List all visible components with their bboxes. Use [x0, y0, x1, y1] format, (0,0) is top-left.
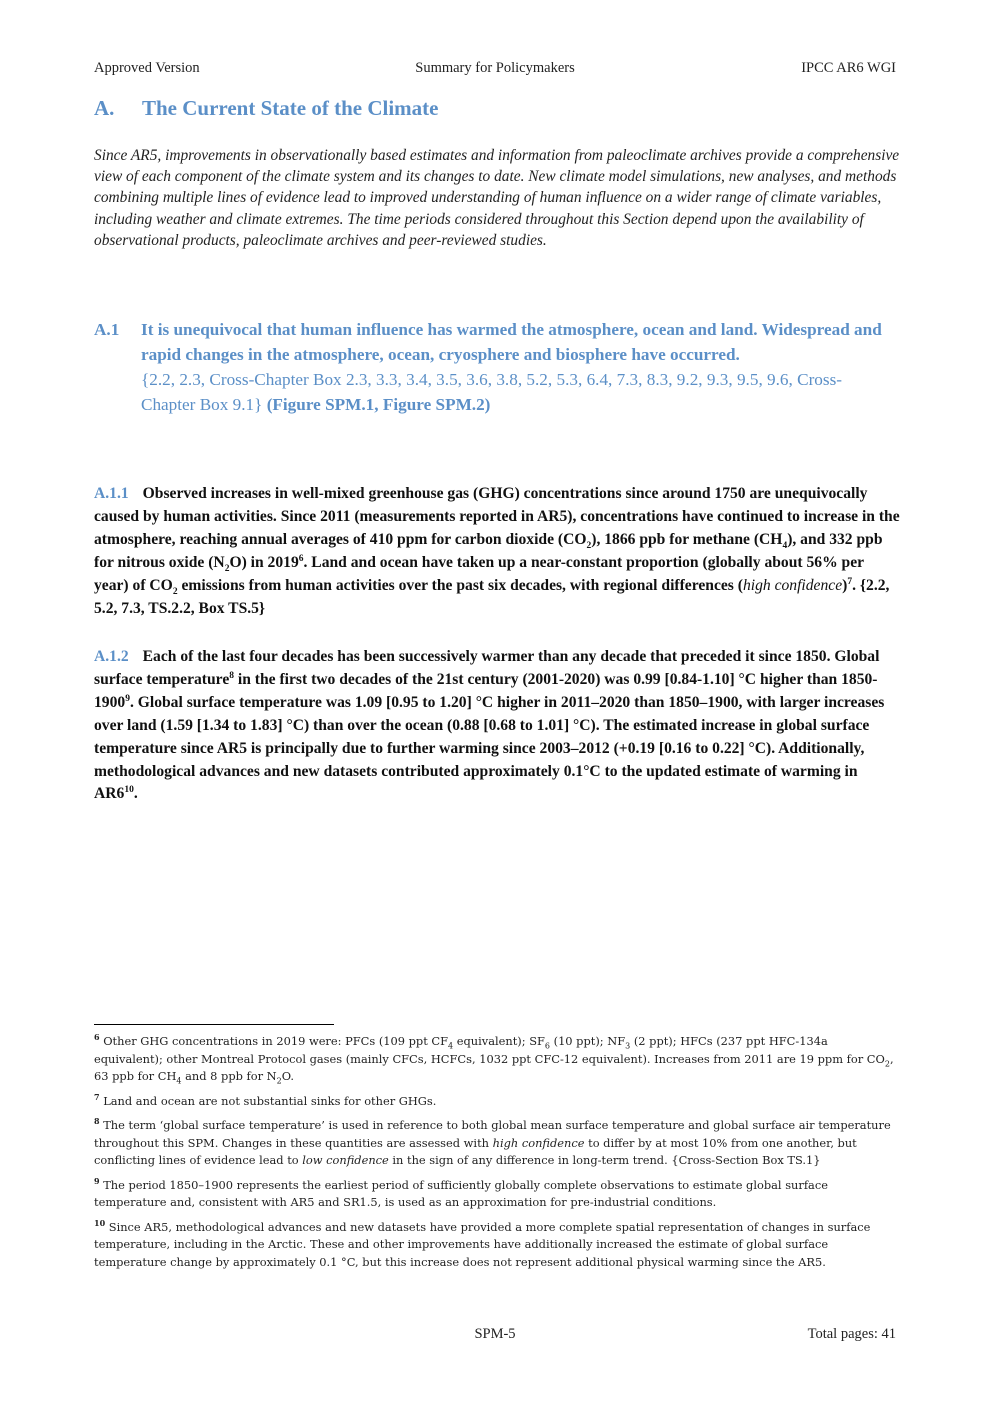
- headline-number: A.1: [94, 320, 120, 339]
- headline-statement-a1: [94, 317, 894, 417]
- paragraph-a1-1: A.1.1 Observed increases in well-mixed greenhouse gas (GHG) concentrations since around 1750 are unequivocally caused by human activities. Since 2011 (measurements reported in AR5), concentrations have continued to increase in the atmosphere, reaching annual averages of 410 ppm for carbon dioxide $(CO_2)$, 1866 ppb for methane $(CH_4)$, and 332 ppb for nitrous oxide $(N_2O)$ in 2019$^6$. Land and ocean have taken up a near-constant proportion (globally about 56% per year) of $CO_2$ emissions from human activities over the past six decades, with regional differences (high confidence)$^7$. {2.2, 5.2, 7.3, TS.2.2, Box TS.5}: [94, 485, 900, 617]
- footnote-8: $^8$ The term ‘global surface temperature’ is used in reference to both global mean surface temperature and global surface air temperature throughout this SPM. Changes in these quantities are assessed with high confidence to differ by at most 10% from one another, but conflicting lines of evidence lead to low confidence in the sign of any difference in long-term trend. {Cross-Section Box TS.1}: [94, 1116, 891, 1167]
- footnote-ref: 6: [298, 553, 304, 564]
- footnote-ref: 10: [124, 785, 134, 796]
- paragraph-number: A.1.1: [94, 485, 129, 502]
- footnote-6: $^6$ Other GHG concentrations in 2019 were: PFCs (109 ppt $CF_4$ equivalent); $SF_6$ (10 ppt); $NF_3$ (2 ppt); HFCs (237 ppt HFC-134a equivalent); other Montreal Protocol gases (mainly CFCs, HCFCs, 1032 ppt CFC-12 equivalent). Increases from 2011 are 19 ppm for $CO_2$, 63 ppb for $CH_4$ and 8 ppb for $N_2O$.: [94, 1032, 894, 1086]
- footnote-ref: 7: [847, 576, 853, 587]
- section-intro: Since AR5, improvements in observationally based estimates and information from paleoclimate archives provide a comprehensive view of each component of the climate system and its changes to date. New climate model simulations, new analyses, and methods combining multiple lines of evidence lead to improved understanding of human influence on a wider range of climate variables, including weather and climate extremes. The time periods considered throughout this Section depend upon the availability of observational products, paleoclimate archives and peer-reviewed studies.: [94, 147, 900, 249]
- header-version: Approved Version: [94, 60, 200, 76]
- footnotes: [94, 1033, 900, 1278]
- paragraph-a1-2: A.1.2 Each of the last four decades has been successively warmer than any decade that preceded it since 1850. Global surface temperature$^8$ in the first two decades of the 21st century (2001-2020) was 0.99 [0.84-1.10] °C higher than 1850-1900$^9$. Global surface temperature was 1.09 [0.95 to 1.20] °C higher in 2011–2020 than 1850–1900, with larger increases over land (1.59 [1.34 to 1.83] °C) than over the ocean (0.88 [0.68 to 1.01] °C). The estimated increase in global surface temperature since AR5 is principally due to further warming since 2003–2012 (+0.19 [0.16 to 0.22] °C). Additionally, methodological advances and new datasets contributed approximately 0.1°C to the updated estimate of warming in $AR6^{10}$.: [94, 648, 885, 803]
- page-number: SPM-5: [474, 1326, 516, 1342]
- confidence-qualifier: high confidence: [742, 576, 843, 594]
- footnote-7: $^7$ Land and ocean are not substantial sinks for other GHGs.: [94, 1091, 437, 1108]
- footnote-9: $^9$ The period 1850–1900 represents the earliest period of sufficiently globally complete observations to estimate global surface temperature and, consistent with AR5 and SR1.5, is used as an approximation for pre-industrial conditions.: [94, 1175, 828, 1209]
- header-report-name: IPCC AR6 WGI: [801, 60, 896, 76]
- page-header: [94, 60, 896, 80]
- section-heading: [94, 96, 438, 121]
- paragraph-number: A.1.2: [94, 648, 129, 665]
- header-document-title: Summary for Policymakers: [415, 60, 575, 76]
- footnote-ref: 9: [125, 693, 130, 704]
- total-pages: Total pages: 41: [807, 1326, 896, 1342]
- section-title: The Current State of the Climate: [142, 96, 439, 120]
- section-number: A.: [94, 96, 115, 120]
- headline-references: {2.2, 2.3, Cross-Chapter Box 2.3, 3.3, 3.4, 3.5, 3.6, 3.8, 5.2, 5.3, 6.4, 7.3, 8.3, 9.2, 9.3, 9.5, 9.6, Cross-Chapter Box 9.1}: [141, 370, 842, 414]
- headline-figure-refs: (Figure SPM.1, Figure SPM.2): [266, 395, 491, 414]
- footnote-ref: 8: [229, 670, 234, 681]
- footnote-divider: [94, 1024, 334, 1025]
- footnote-10: $^{10}$ Since AR5, methodological advances and new datasets have provided a more complete spatial representation of changes in surface temperature, including in the Arctic. These and other improvements have additionally increased the estimate of global surface temperature change by approximately 0.1 °C, but this increase does not represent additional physical warming since the AR5.: [94, 1217, 871, 1269]
- page-footer: [94, 1326, 896, 1346]
- headline-text: It is unequivocal that human influence has warmed the atmosphere, ocean and land. Widespread and rapid changes in the atmosphere, ocean, cryosphere and biosphere have occurred.: [141, 320, 882, 364]
